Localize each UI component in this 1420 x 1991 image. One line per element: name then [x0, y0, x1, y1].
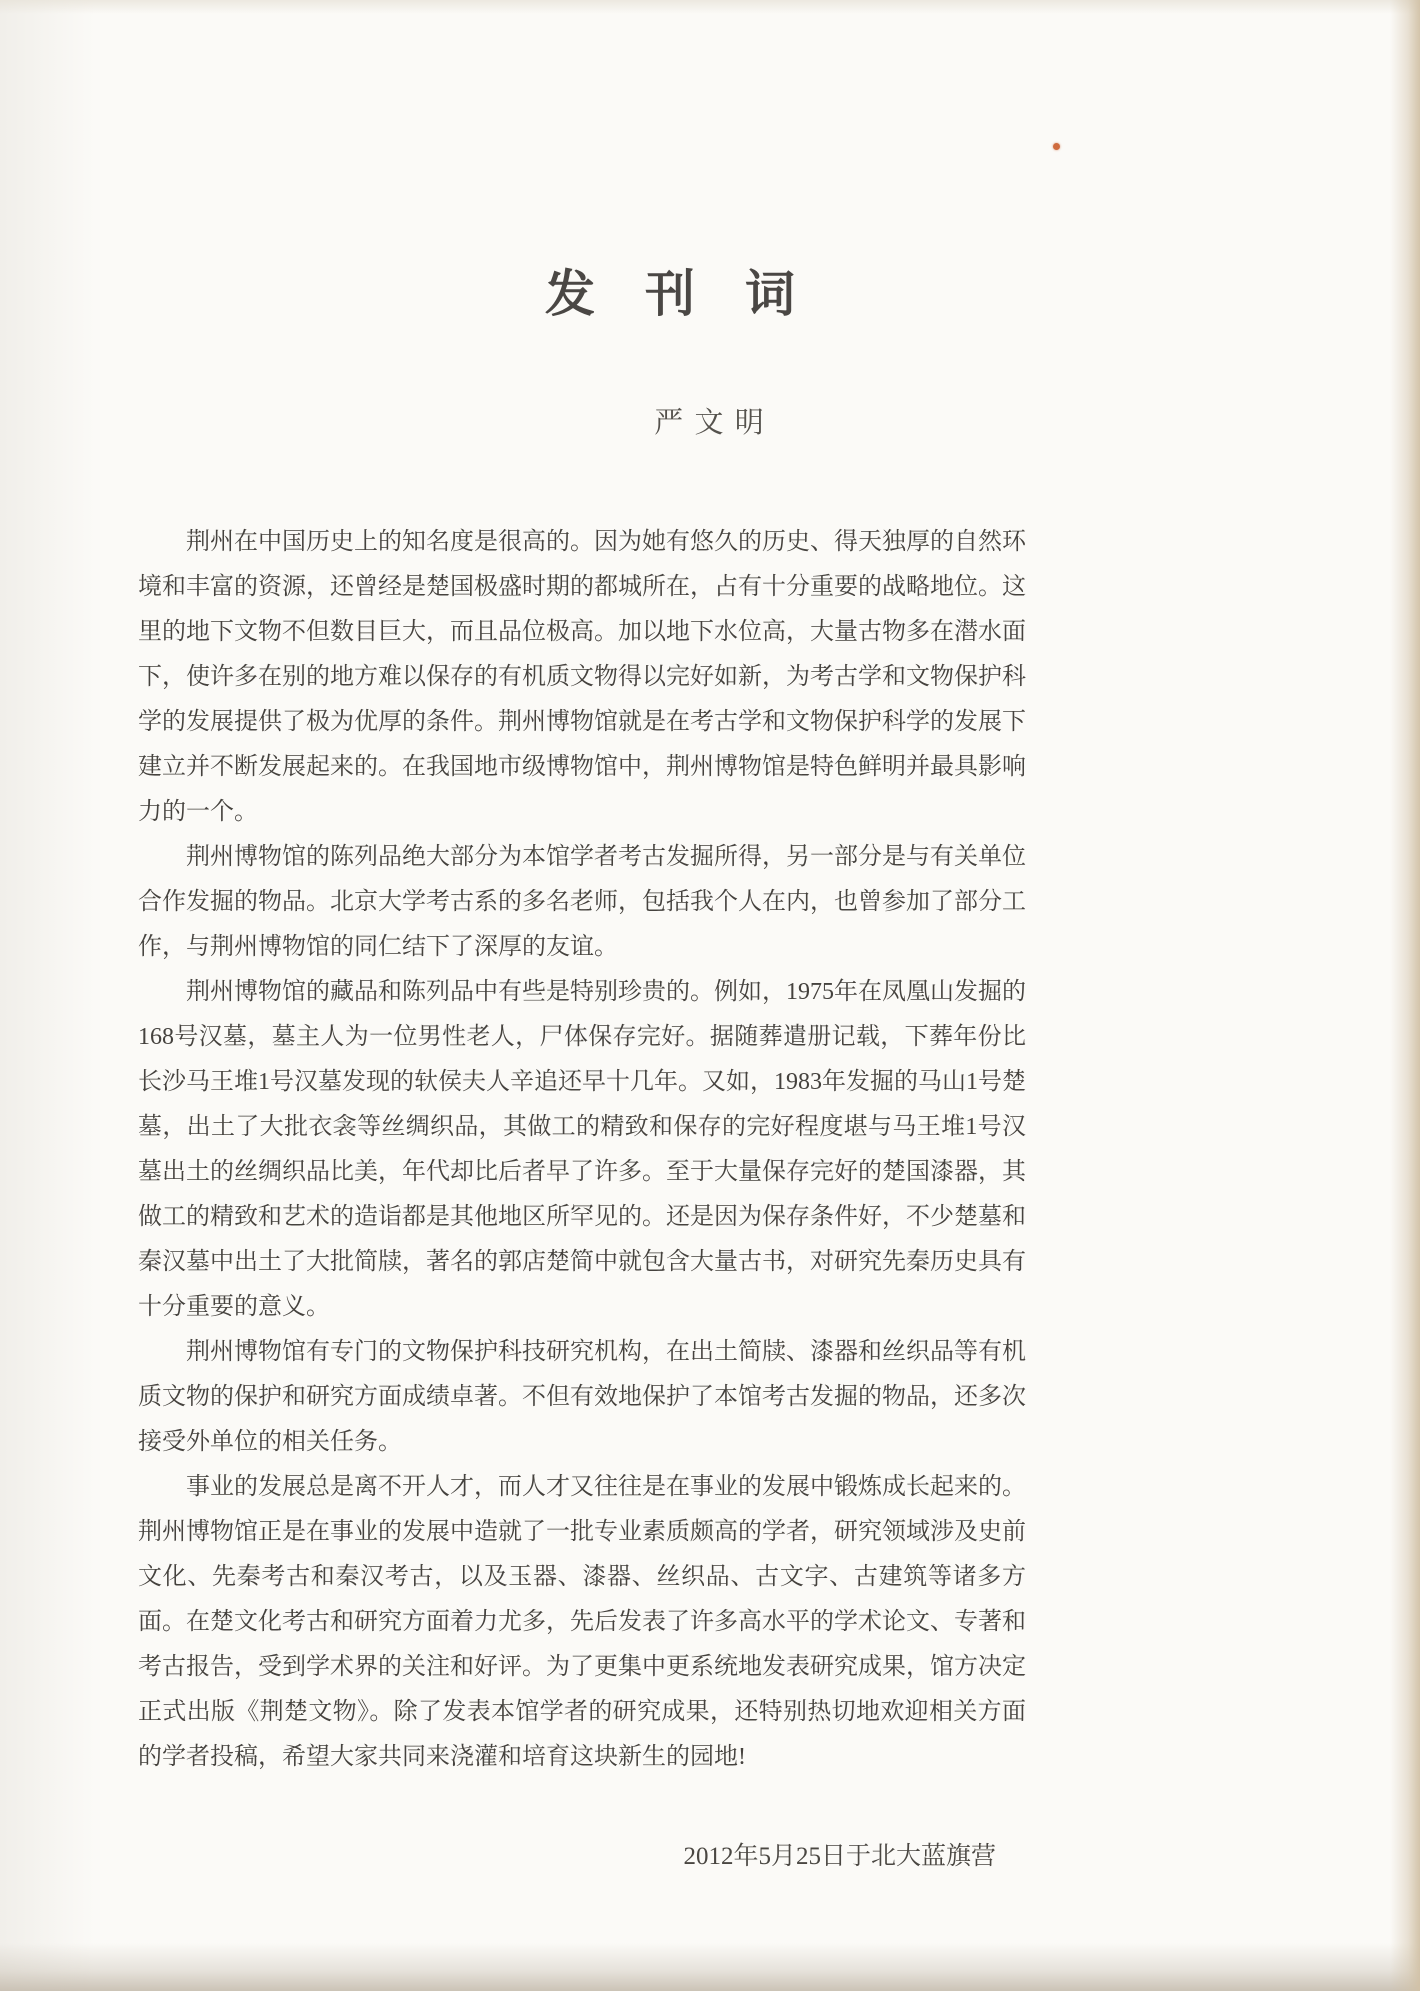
paragraph-2: 荆州博物馆的陈列品绝大部分为本馆学者考古发掘所得，另一部分是与有关单位合作发掘的物品。北京大学考古系的多名老师，包括我个人在内，也曾参加了部分工作，与荆州博物馆的同仁结下了深厚的友谊。: [138, 844, 1026, 960]
dateline: 2012年5月25日于北大蓝旗营: [683, 1843, 996, 1870]
page-title: 发 刊 词: [545, 266, 795, 322]
document-body: [138, 520, 1026, 1780]
paragraph-4: 荆州博物馆有专门的文物保护科技研究机构，在出土简牍、漆器和丝织品等有机质文物的保护和研究方面成绩卓著。不但有效地保护了本馆考古发掘的物品，还多次接受外单位的相关任务。: [138, 1339, 1026, 1455]
paragraph-1: 荆州在中国历史上的知名度是很高的。因为她有悠久的历史、得天独厚的自然环境和丰富的资源，还曾经是楚国极盛时期的都城所在，占有十分重要的战略地位。这里的地下文物不但数目巨大，而且品位极高。加以地下水位高，大量古物多在潜水面下，使许多在别的地方难以保存的有机质文物得以完好如新，为考古学和文物保护科学的发展提供了极为优厚的条件。荆州博物馆就是在考古学和文物保护科学的发展下建立并不断发展起来的。在我国地市级博物馆中，荆州博物馆是特色鲜明并最具影响力的一个。: [138, 529, 1026, 825]
paragraph-3: 荆州博物馆的藏品和陈列品中有些是特别珍贵的。例如，1975年在凤凰山发掘的168号汉墓，墓主人为一位男性老人，尸体保存完好。据随葬遣册记载，下葬年份比长沙马王堆1号汉墓发现的轪侯夫人辛追还早十几年。又如，1983年发掘的马山1号楚墓，出土了大批衣衾等丝绸织品，其做工的精致和保存的完好程度堪与马王堆1号汉墓出土的丝绸织品比美，年代却比后者早了许多。至于大量保存完好的楚国漆器，其做工的精致和艺术的造诣都是其他地区所罕见的。还是因为保存条件好，不少楚墓和秦汉墓中出土了大批简牍，著名的郭店楚简中就包含大量古书，对研究先秦历史具有十分重要的意义。: [138, 979, 1026, 1320]
ink-speck: [1053, 143, 1060, 150]
paragraph-5: 事业的发展总是离不开人才，而人才又往往是在事业的发展中锻炼成长起来的。荆州博物馆正是在事业的发展中造就了一批专业素质颇高的学者，研究领域涉及史前文化、先秦考古和秦汉考古，以及玉器、漆器、丝织品、古文字、古建筑等诸多方面。在楚文化考古和研究方面着力尤多，先后发表了许多高水平的学术论文、专著和考古报告，受到学术界的关注和好评。为了更集中更系统地发表研究成果，馆方决定正式出版《荆楚文物》。除了发表本馆学者的研究成果，还特别热切地欢迎相关方面的学者投稿，希望大家共同来浇灌和培育这块新生的园地!: [138, 1474, 1026, 1770]
author-name: 严 文 明: [654, 407, 766, 439]
